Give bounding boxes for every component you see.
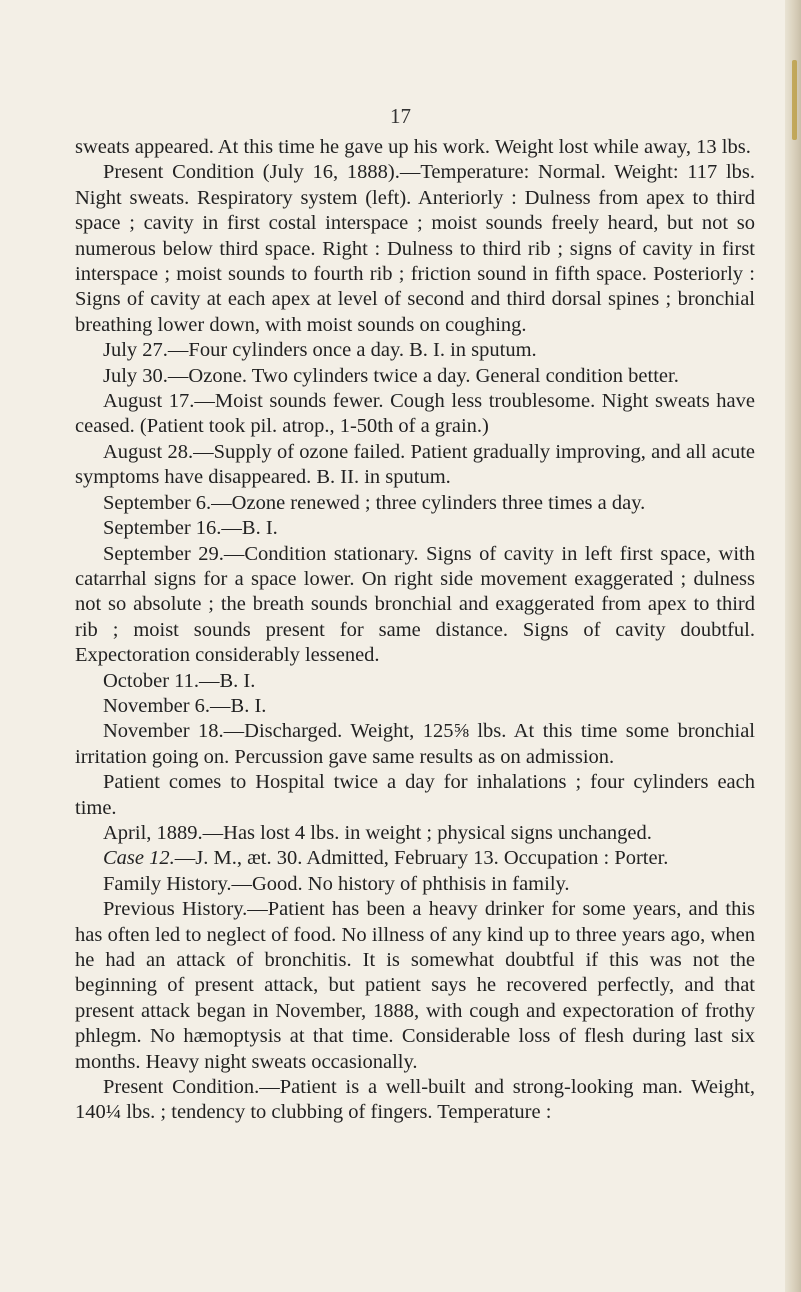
paragraph: Patient comes to Hospital twice a day for inhalations ; four cylinders each time.	[75, 771, 755, 819]
paragraph: August 28.—Supply of ozone failed. Patient gradually improving, and all acute symptoms have disappeared. B. II. in sputum.	[75, 440, 755, 489]
paragraph: Present Condition (July 16, 1888).—Temperature: Normal. Weight: 117 lbs. Night sweats. Respiratory system (left). Anteriorly : Dulness from apex to third space ; cavity in first costal interspace ; moist sounds freely heard, but not so numerous below third space. Right : Dulness to third rib ; signs of cavity in first interspace ; moist sounds to fourth rib ; friction sound in fifth space. Posteriorly : Signs of cavity at each apex at level of second and third dorsal spines ; bronchial breathing lower down, with moist sounds on coughing.	[75, 161, 755, 336]
page-body	[75, 135, 755, 1126]
paragraph: October 11.—B. I.	[103, 669, 256, 692]
case-number: Case 12.	[103, 847, 175, 870]
case-details: —J. M., æt. 30. Admitted, February 13. Occupation : Porter.	[174, 847, 669, 870]
paragraph: September 16.—B. I.	[103, 517, 278, 540]
case-heading-paragraph	[75, 846, 755, 871]
paragraph: Present Condition.—Patient is a well-built and strong-looking man. Weight, 140¼ lbs. ; tendency to clubbing of fingers. Temperature :	[75, 1076, 755, 1124]
paragraph: November 6.—B. I.	[103, 694, 267, 717]
paragraph: sweats appeared. At this time he gave up his work. Weight lost while away, 13 lbs.	[75, 136, 751, 158]
page-edge	[785, 0, 801, 1292]
paragraph: Previous History.—Patient has been a heavy drinker for some years, and this has often led to neglect of food. No illness of any kind up to three years ago, when he had an attack of bronchitis. It is somewhat doubtful if this was not the beginning of present attack, but patient says he recovered perfectly, and that present attack began in November, 1888, with cough and expectoration of frothy phlegm. No hæmoptysis at that time. Considerable loss of flesh during last six months. Heavy night sweats occasionally.	[75, 898, 755, 1073]
paragraph: July 30.—Ozone. Two cylinders twice a day. General condition better.	[103, 364, 679, 387]
paragraph: November 18.—Discharged. Weight, 125⅝ lbs. At this time some bronchial irritation going on. Percussion gave same results as on admission.	[75, 720, 755, 768]
paragraph: April, 1889.—Has lost 4 lbs. in weight ; physical signs unchanged.	[103, 821, 652, 844]
page-number: 17	[390, 104, 411, 128]
paragraph: July 27.—Four cylinders once a day. B. I. in sputum.	[103, 339, 537, 362]
paragraph: August 17.—Moist sounds fewer. Cough less troublesome. Night sweats have ceased. (Patient took pil. atrop., 1-50th of a grain.)	[75, 390, 755, 438]
paragraph: September 29.—Condition stationary. Signs of cavity in left first space, with catarrhal signs for a space lower. On right side movement exaggerated ; dulness not so absolute ; the breath sounds bronchial and exaggerated from apex to third rib ; moist sounds present for same distance. Signs of cavity doubtful. Expectoration considerably lessened.	[75, 542, 755, 667]
paragraph: September 6.—Ozone renewed ; three cylinders three times a day.	[103, 491, 646, 514]
paragraph: Family History.—Good. No history of phthisis in family.	[103, 872, 570, 895]
